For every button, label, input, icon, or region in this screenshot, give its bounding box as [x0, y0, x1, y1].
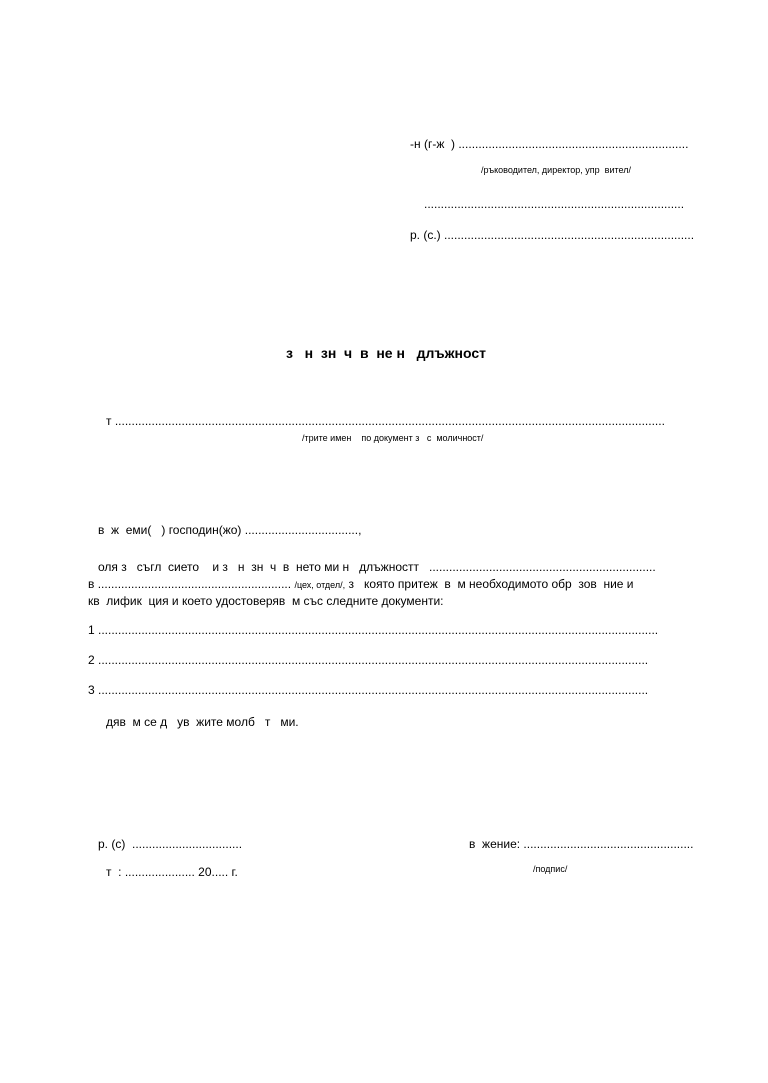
closing-sentence: дяв м се д ув жите молб т ми. [106, 715, 299, 729]
addressee-blank-line: .............................................................................. [424, 197, 685, 211]
addressee-caption: /ръководител, директор, упр вител/ [481, 165, 631, 175]
applicant-name-caption: /трите имен по документ з с моличност/ [302, 433, 484, 443]
signature-caption: /подпис/ [533, 864, 568, 874]
applicant-name-line: т ..................................................................................................................................................................... [106, 414, 665, 428]
request-line-2 [88, 578, 634, 590]
footer-city: р. (с) ................................. [98, 837, 243, 851]
document-line-3: 3 ..................................................................................................................................................................... [88, 683, 649, 697]
footer-date: т : ..................... 20..... г. [106, 865, 238, 879]
salutation: в ж еми( ) господин(жо) .................................., [98, 523, 362, 537]
request-line-1: оля з съгл сието и з н зн ч в нето ми н длъжностт .................................................................... [98, 560, 656, 574]
document-line-2: 2 ..................................................................................................................................................................... [88, 653, 649, 667]
city-line: р. (с.) ........................................................................... [410, 228, 695, 242]
document-line-1: 1 ........................................................................................................................................................................ [88, 623, 659, 637]
request-line-2-text: з която притеж в м необходимото обр зов ние и [348, 577, 634, 591]
request-line-3: кв лифик ция и което удостоверяв м със следните документи: [88, 594, 444, 608]
addressee-line: -н (г-ж ) ..................................................................... [410, 137, 689, 151]
signature-line: в жение: ................................................... [469, 837, 694, 851]
department-caption: /цех, отдел/, [294, 580, 346, 590]
document-title: з н зн ч в не н длъжност [286, 345, 486, 361]
department-blank: в .......................................................... [88, 577, 292, 591]
